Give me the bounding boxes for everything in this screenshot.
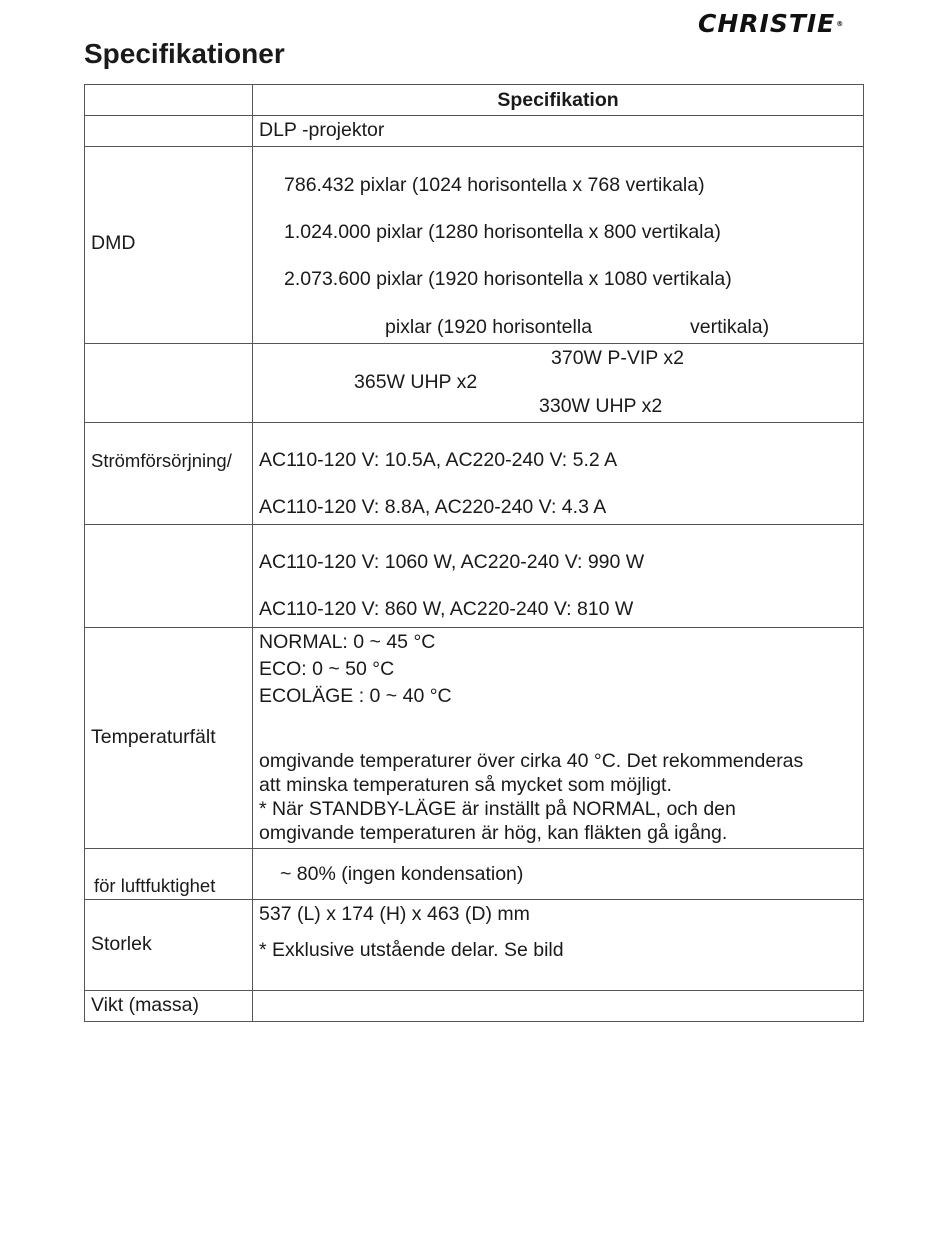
power-value-cell [253,423,864,525]
dmd-label-cell [85,147,253,344]
weight-label: Vikt (massa) [91,994,199,1016]
temp-eco: ECO: 0 ~ 50 °C [259,658,395,680]
table-row-weight [85,991,864,1022]
consumption-label-cell [85,525,253,628]
weight-value-cell [253,991,864,1022]
size-value-cell [253,900,864,991]
humidity-value: ~ 80% (ingen kondensation) [280,863,524,885]
lamp-line-1: 370W P-VIP x2 [551,347,684,369]
humidity-value-cell [253,849,864,900]
lamp-line-2: 365W UHP x2 [354,371,478,393]
temp-normal: NORMAL: 0 ~ 45 °C [259,631,436,653]
table-row-humidity [85,849,864,900]
humidity-label: för luftfuktighet [94,875,216,896]
lamp-label-cell [85,344,253,423]
temp-note-4: omgivande temperaturen är hög, kan fläkten gå igång. [259,822,728,844]
temp-note-3: * När STANDBY-LÄGE är inställt på NORMAL, och den [259,798,736,820]
power-line-2: AC110-120 V: 8.8A, AC220-240 V: 4.3 A [259,496,607,518]
temp-ecolage: ECOLÄGE : 0 ~ 40 °C [259,685,452,707]
temp-note-2: att minska temperaturen så mycket som möjligt. [259,774,672,796]
weight-label-cell [85,991,253,1022]
table-row-type [85,116,864,147]
temp-note-1: omgivande temperaturer över cirka 40 °C. Det rekommenderas [259,750,804,772]
spec-table [84,84,864,1022]
size-label-cell [85,900,253,991]
dmd-line-1: 786.432 pixlar (1024 horisontella x 768 vertikala) [284,174,705,196]
table-row-power [85,423,864,525]
page-title: Specifikationer [84,38,285,69]
table-row-size [85,900,864,991]
header-item-cell [85,85,253,116]
lamp-value-cell [253,344,864,423]
humidity-label-cell [85,849,253,900]
table-row-consumption [85,525,864,628]
power-label: Strömförsörjning/ [91,450,232,471]
dmd-line-4b: vertikala) [690,316,770,338]
table-row-lamp [85,344,864,423]
dmd-label: DMD [91,232,136,254]
consumption-value-cell [253,525,864,628]
type-label [85,116,253,147]
consumption-line-2: AC110-120 V: 860 W, AC220-240 V: 810 W [259,598,634,620]
temperature-value-cell [253,628,864,849]
size-label: Storlek [91,933,152,955]
dmd-line-3: 2.073.600 pixlar (1920 horisontella x 1080 vertikala) [284,268,732,290]
dmd-line-2: 1.024.000 pixlar (1280 horisontella x 800 vertikala) [284,221,721,243]
temperature-label: Temperaturfält [91,726,216,748]
table-row-temperature [85,628,864,849]
lamp-line-3: 330W UHP x2 [539,395,663,417]
power-label-cell [85,423,253,525]
christie-logo: CHRISTIE® [698,9,845,38]
size-line-2: * Exklusive utstående delar. Se bild [259,939,564,961]
size-line-1: 537 (L) x 174 (H) x 463 (D) mm [259,903,530,925]
temperature-label-cell [85,628,253,849]
dmd-line-4a: pixlar (1920 horisontella [385,316,593,338]
type-value-cell [253,116,864,147]
header-spec-cell: Specifikation [253,85,864,116]
power-line-1: AC110-120 V: 10.5A, AC220-240 V: 5.2 A [259,449,618,471]
consumption-line-1: AC110-120 V: 1060 W, AC220-240 V: 990 W [259,551,645,573]
type-value: DLP -projektor [259,119,385,141]
table-row-dmd [85,147,864,344]
table-header-row [85,85,864,116]
dmd-value-cell [253,147,864,344]
